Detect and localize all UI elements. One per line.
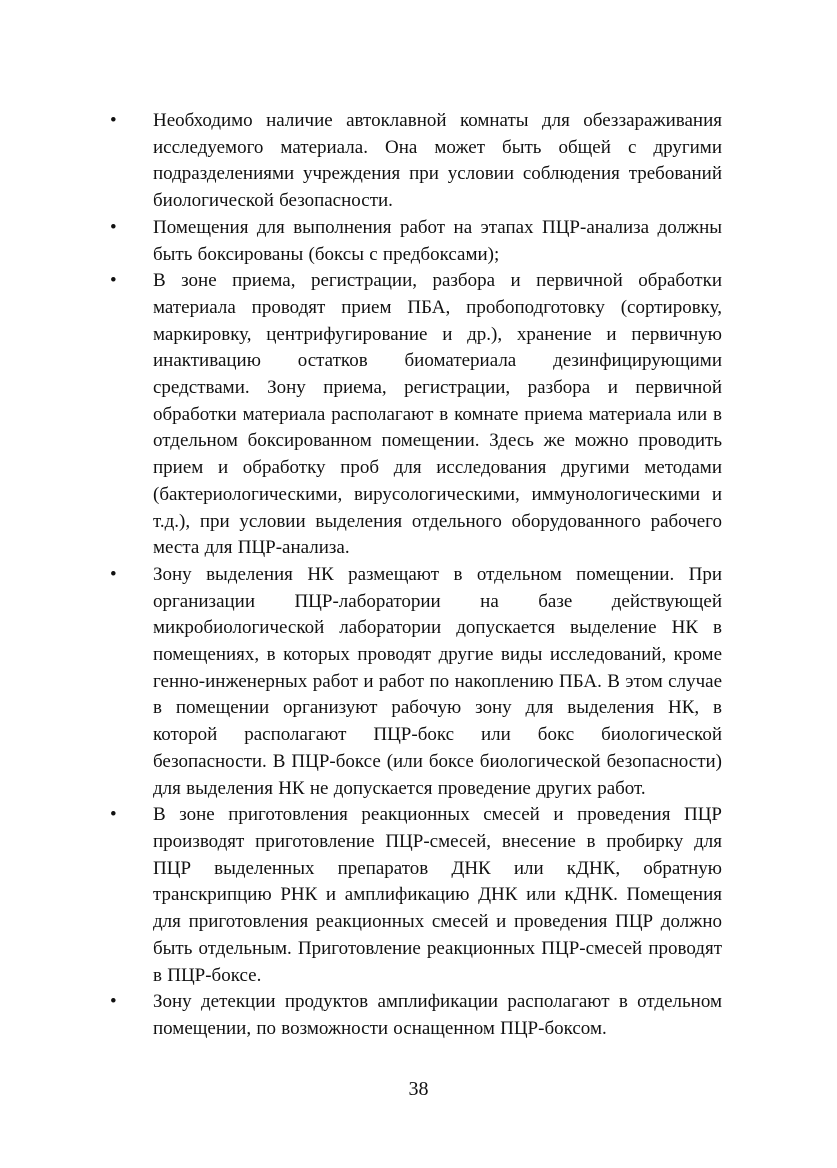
list-item (110, 108, 722, 215)
bullet-icon: • (110, 991, 117, 1013)
list-item (110, 562, 722, 802)
list-item-text: Зону выделения НК размещают в отдельном помещении. При организации ПЦР-лаборатории на базе действующей микробиологической лаборатории допускается выделение НК в помещениях, в которых проводят другие виды исследований, кроме генно-инженерных работ и работ по накоплению ПБА. В этом случае в помещении организуют рабочую зону для выделения НК, в которой располагают ПЦР-бокс или бокс биологической безопасности. В ПЦР-боксе (или боксе биологической безопасности) для выделения НК не допускается проведение других работ. (153, 563, 722, 799)
bullet-icon: • (110, 216, 117, 238)
list-item-text: Помещения для выполнения работ на этапах ПЦР-анализа должны быть боксированы (боксы с предбоксами); (153, 216, 722, 265)
bullet-icon: • (110, 804, 117, 826)
list-item-text: В зоне приема, регистрации, разбора и первичной обработки материала проводят прием ПБА, пробоподготовку (сортировку, маркировку, центрифугирование и др.), хранение и первичную инактивацию остатков биоматериала дезинфицирующими средствами. Зону приема, регистрации, разбора и первичной обработки материала располагают в комнате приема материала или в отдельном боксированном помещении. Здесь же можно проводить прием и обработку проб для исследования другими методами (бактериологическими, вирусологическими, иммунологическими и т.д.), при условии выделения отдельного оборудованного рабочего места для ПЦР-анализа. (153, 270, 722, 559)
page-number: 38 (408, 1078, 429, 1100)
list-item-text: В зоне приготовления реакционных смесей и проведения ПЦР производят приготовление ПЦР-смесей, внесение в пробирку для ПЦР выделенных препаратов ДНК или кДНК, обратную транскрипцию РНК и амплификацию ДНК или кДНК. Помещения для приготовления реакционных смесей и проведения ПЦР должно быть отдельным. Приготовление реакционных ПЦР-смесей проводят в ПЦР-боксе. (153, 804, 722, 986)
bullet-icon: • (110, 563, 117, 585)
bullet-icon: • (110, 110, 117, 131)
requirements-list (110, 108, 722, 1043)
bullet-icon: • (110, 270, 117, 292)
list-item (110, 989, 722, 1042)
list-item-text: Необходимо наличие автоклавной комнаты для обеззараживания исследуемого материала. Она может быть общей с другими подразделениями учреждения при условии соблюдения требований биологической безопасности. (153, 110, 722, 212)
list-item (110, 268, 722, 562)
list-item (110, 215, 722, 268)
list-item (110, 802, 722, 989)
list-item-text: Зону детекции продуктов амплификации располагают в отдельном помещении, по возможности оснащенном ПЦР-боксом. (153, 991, 722, 1039)
